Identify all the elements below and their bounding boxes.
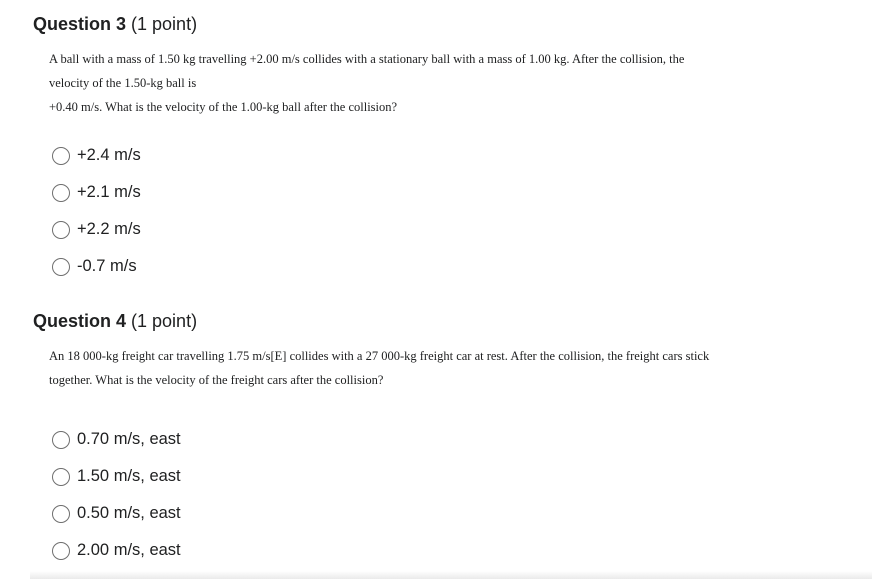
bottom-shadow	[30, 571, 872, 579]
radio-button[interactable]	[52, 258, 70, 276]
question-4-text-line-2: together. What is the velocity of the freight cars after the collision?	[49, 373, 384, 387]
question-4-option-a[interactable]	[52, 421, 181, 458]
question-4-options	[52, 421, 181, 569]
question-4	[33, 310, 823, 392]
question-4-text	[33, 344, 823, 392]
question-4-option-c[interactable]	[52, 495, 181, 532]
option-label[interactable]: +2.2 m/s	[77, 220, 141, 238]
question-4-option-b[interactable]	[52, 458, 181, 495]
option-label[interactable]: 0.70 m/s, east	[77, 430, 181, 448]
option-label[interactable]: 1.50 m/s, east	[77, 467, 181, 485]
question-3-option-a[interactable]	[52, 137, 141, 174]
radio-button[interactable]	[52, 221, 70, 239]
question-4-title: Question 4	[33, 311, 127, 331]
question-3-text-line-1: A ball with a mass of 1.50 kg travelling +2.00 m/s collides with a stationary ball with a mass of 1.00 kg. After the collision, the	[49, 52, 685, 66]
radio-button[interactable]	[52, 431, 70, 449]
question-3-heading	[33, 13, 823, 35]
option-label[interactable]: +2.4 m/s	[77, 146, 141, 164]
radio-button[interactable]	[52, 184, 70, 202]
question-4-text-line-1: An 18 000-kg freight car travelling 1.75 m/s[E] collides with a 27 000-kg freight car at rest. After the collision, the freight cars stick	[49, 349, 710, 363]
option-label[interactable]: 0.50 m/s, east	[77, 504, 181, 522]
question-3-text-line-3: +0.40 m/s. What is the velocity of the 1.00-kg ball after the collision?	[49, 100, 398, 114]
question-3-title: Question 3	[33, 14, 127, 34]
radio-button[interactable]	[52, 542, 70, 560]
question-3-options	[52, 137, 141, 285]
question-4-heading	[33, 310, 823, 332]
option-label[interactable]: -0.7 m/s	[77, 257, 137, 275]
question-4-points: (1 point)	[131, 311, 198, 331]
question-3-points: (1 point)	[131, 14, 198, 34]
question-4-option-d[interactable]	[52, 532, 181, 569]
question-3-option-c[interactable]	[52, 211, 141, 248]
radio-button[interactable]	[52, 147, 70, 165]
question-3-text-line-2: velocity of the 1.50-kg ball is	[49, 76, 197, 90]
radio-button[interactable]	[52, 468, 70, 486]
option-label[interactable]: +2.1 m/s	[77, 183, 141, 201]
question-3-text	[33, 47, 823, 119]
question-3	[33, 13, 823, 119]
option-label[interactable]: 2.00 m/s, east	[77, 541, 181, 559]
question-3-option-b[interactable]	[52, 174, 141, 211]
radio-button[interactable]	[52, 505, 70, 523]
question-3-option-d[interactable]	[52, 248, 141, 285]
